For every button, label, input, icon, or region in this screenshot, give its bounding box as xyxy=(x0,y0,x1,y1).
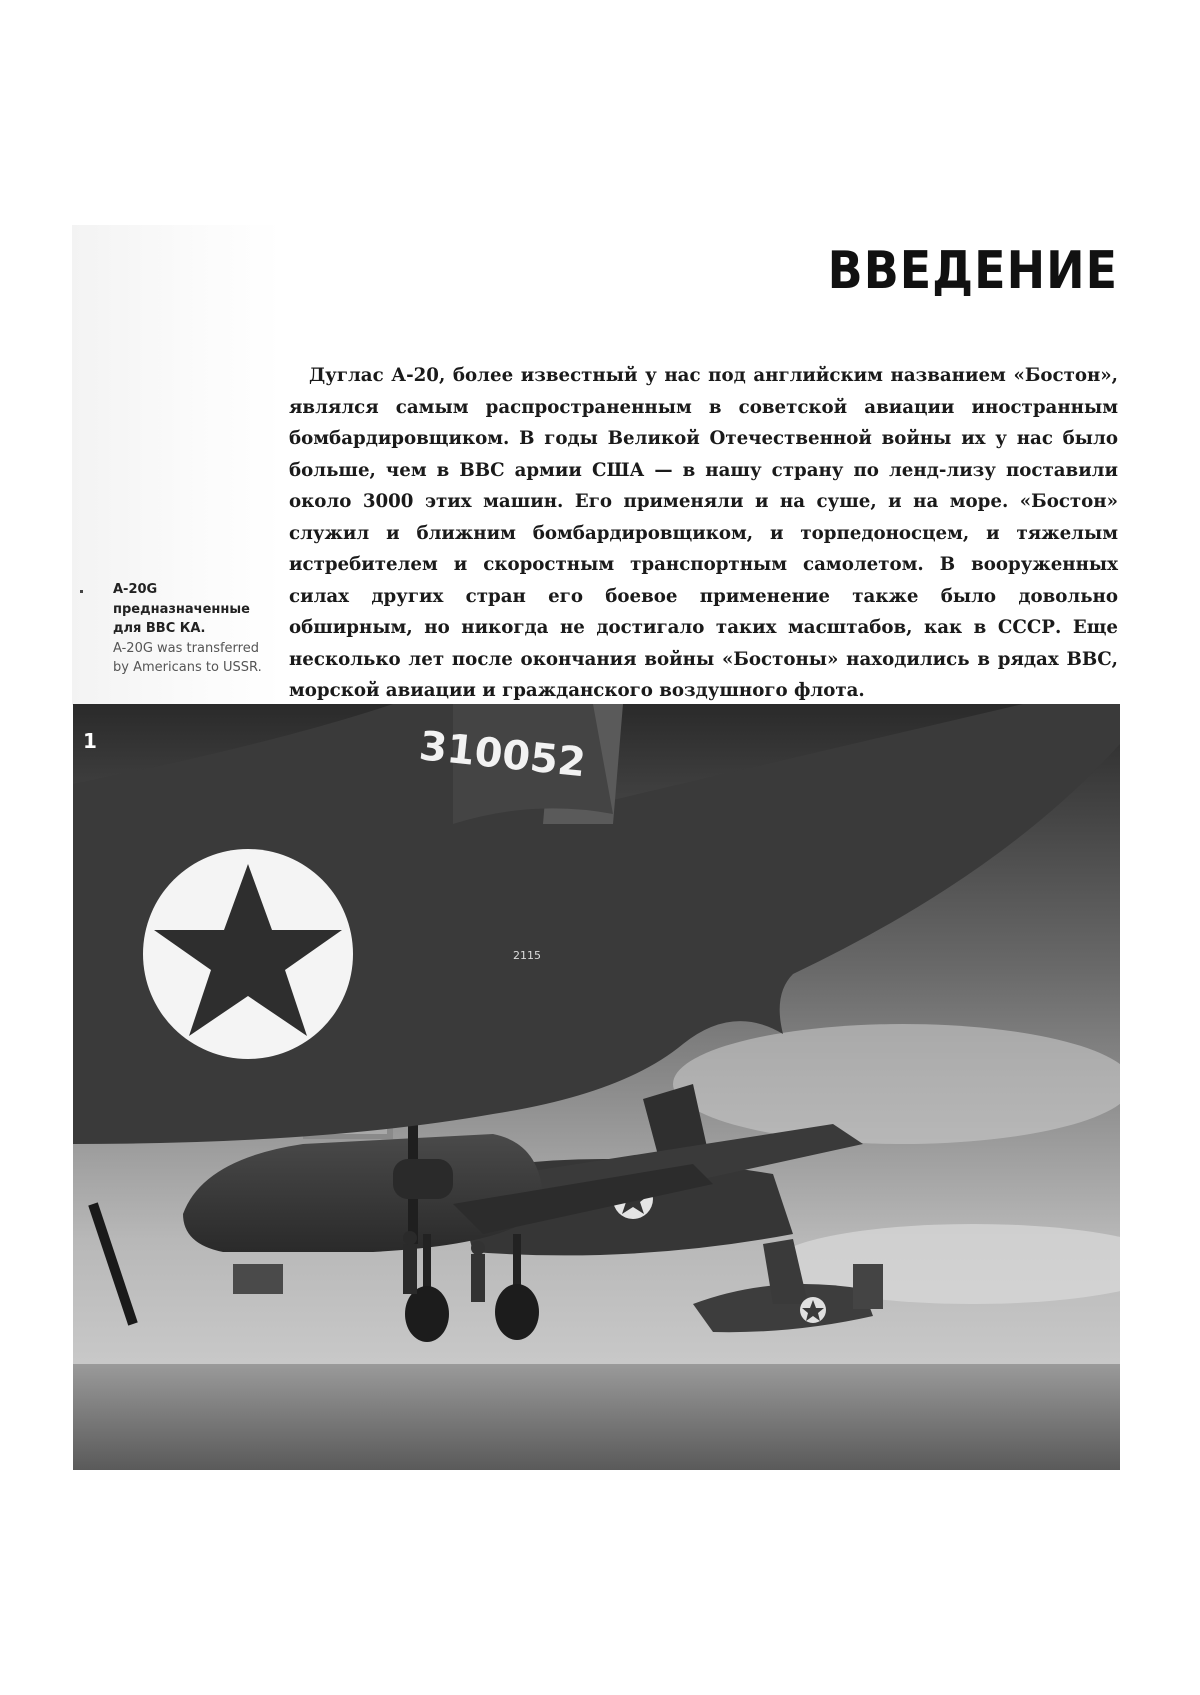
photo-caption xyxy=(113,580,283,678)
caption-marker xyxy=(80,590,83,593)
tarmac xyxy=(73,1364,1120,1470)
tail-number: 310052 xyxy=(416,723,588,787)
cloud xyxy=(673,1024,1120,1144)
page-heading: ВВЕДЕНИЕ xyxy=(827,240,1118,301)
caption-english: A-20G was transferred by Americans to USSR. xyxy=(113,640,262,675)
serial-stencil: 2115 xyxy=(513,949,541,962)
figure-number: 1 xyxy=(83,729,97,753)
aircraft-photo-drawing xyxy=(73,704,1120,1470)
caption-russian: А-20G предназначенные для ВВС КА. xyxy=(113,582,250,636)
intro-paragraph: Дуглас А-20, более известный у нас под английским названием «Бостон», являлся самым распространенным в советской авиации иностранным бомбардировщиком. В годы Великой Отечественной войны их у нас было больше, чем в ВВС армии США — в нашу страну по ленд-лизу поставили около 3000 этих машин. Его применяли и на суше, и на море. «Бостон» служил и ближним бомбардировщиком, и торпедоносцем, и тяжелым истребителем и скоростным транспортным самолетом. В вооруженных силах других стран его боевое применение также было довольно обширным, но никогда не достигало таких масштабов, как в СССР. Еще несколько лет после окончания войны «Бостоны» находились в рядах ВВС, морской авиации и гражданского воздушного флота. xyxy=(289,365,1118,701)
aircraft-photo xyxy=(73,704,1120,1470)
